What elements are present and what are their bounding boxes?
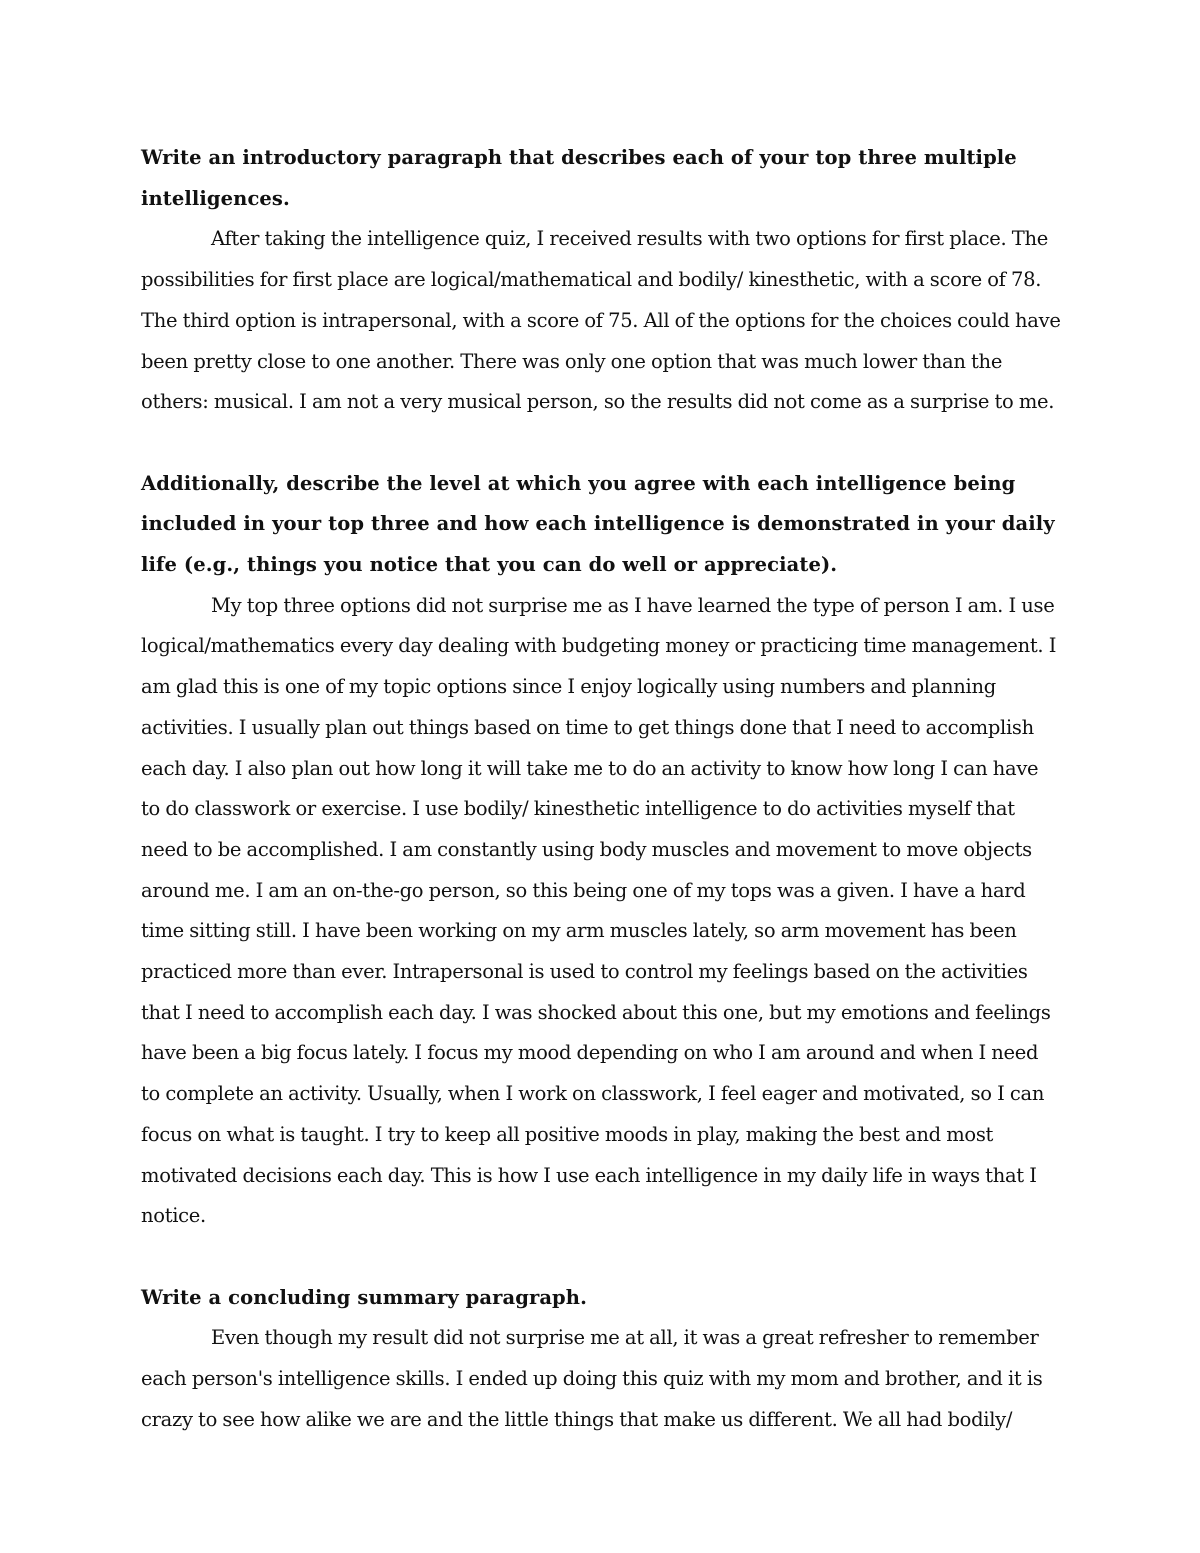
question-heading-conclusion: Write a concluding summary paragraph. xyxy=(141,1285,587,1309)
paragraph-gap xyxy=(141,423,1061,464)
answer-paragraph-agreement: My top three options did not surprise me as I have learned the type of person I am. I use logical/mathematics every day dealing with budgeting money or practicing time management. I am glad this is one of my topic options since I enjoy logically using numbers and planning activities. I usually plan out things based on time to get things done that I need to accomplish each day. I also plan out how long it will take me to do an activity to know how long I can have to do classwork or exercise. I use bodily/ kinesthetic intelligence to do activities myself that need to be accomplished. I am constantly using body muscles and movement to move objects around me. I am an on-the-go person, so this being one of my tops was a given. I have a hard time sitting still. I have been working on my arm muscles lately, so arm movement has been practiced more than ever. Intrapersonal is used to control my feelings based on the activities that I need to accomplish each day. I was shocked about this one, but my emotions and feelings have been a big focus lately. I focus my mood depending on who I am around and when I need to complete an activity. Usually, when I work on classwork, I feel eager and motivated, so I can focus on what is taught. I try to keep all positive moods in play, making the best and most motivated decisions each day. This is how I use each intelligence in my daily life in ways that I notice. xyxy=(141,593,1057,1228)
question-heading-agreement: Additionally, describe the level at which you agree with each intelligence being included in your top three and how each intelligence is demonstrated in your daily life (e.g., things you notice that you can do well or appreciate). xyxy=(141,471,1055,577)
answer-paragraph-intro: After taking the intelligence quiz, I received results with two options for first place. The possibilities for first place are logical/mathematical and bodily/ kinesthetic, with a score of 78. The third option is intrapersonal, with a score of 75. All of the options for the choices could have been pretty close to one another. There was only one option that was much lower than the others: musical. I am not a very musical person, so the results did not come as a surprise to me. xyxy=(141,227,1061,414)
document-body xyxy=(141,138,1061,1440)
paragraph-gap xyxy=(141,1237,1061,1278)
answer-paragraph-conclusion: Even though my result did not surprise me at all, it was a great refresher to remember each person's intelligence skills. I ended up doing this quiz with my mom and brother, and it is crazy to see how alike we are and the little things that make us different. We all had bodily/ xyxy=(141,1326,1043,1431)
question-heading-intro: Write an introductory paragraph that describes each of your top three multiple intelligences. xyxy=(141,146,1017,210)
